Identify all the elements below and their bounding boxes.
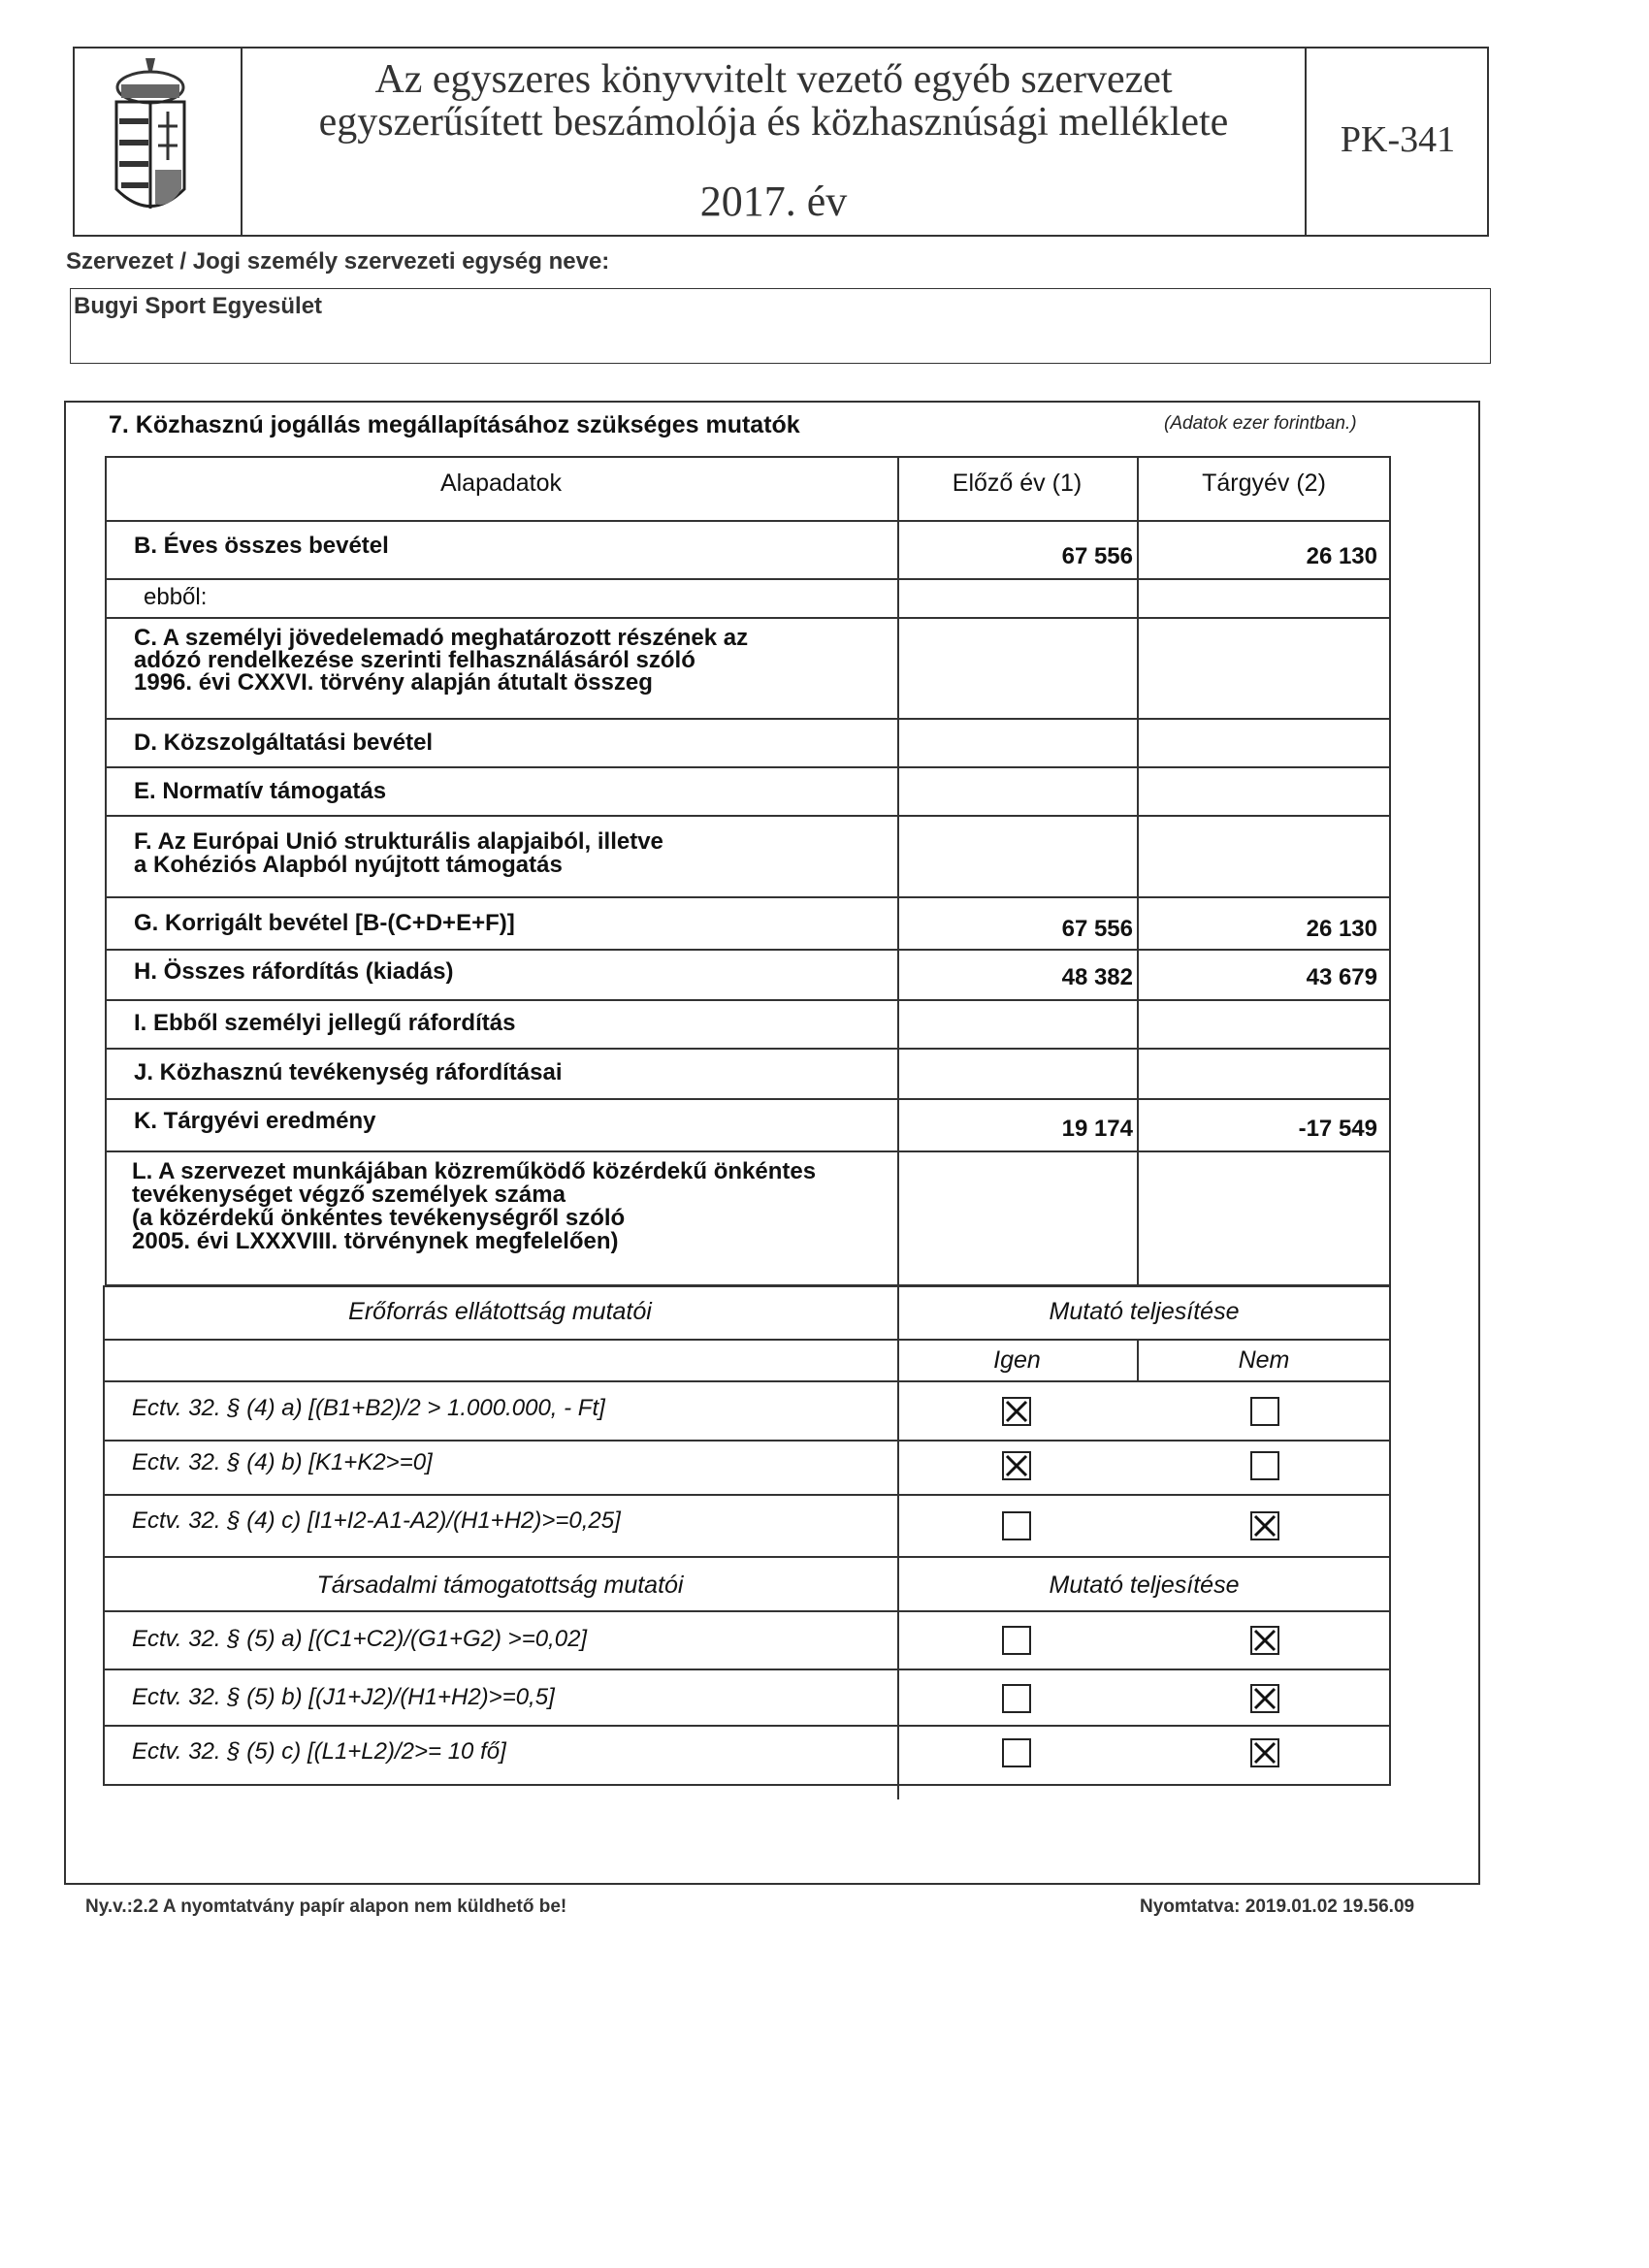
resource-a-yes-checkbox[interactable] bbox=[1002, 1397, 1031, 1426]
resource-row-b-label: Ectv. 32. § (4) b) [K1+K2>=0] bbox=[132, 1449, 433, 1475]
resource-row-c-label: Ectv. 32. § (4) c) [I1+I2-A1-A2)/(H1+H2)>=0,25] bbox=[132, 1507, 621, 1534]
social-col-title: Mutató teljesítése bbox=[1049, 1571, 1240, 1599]
section-note: (Adatok ezer forintban.) bbox=[1164, 413, 1357, 434]
row-e-label: E. Normatív támogatás bbox=[134, 778, 387, 804]
form-code: PK-341 bbox=[1340, 119, 1456, 160]
row-i-label: I. Ebből személyi jellegű ráfordítás bbox=[134, 1010, 516, 1036]
social-b-no-checkbox[interactable] bbox=[1250, 1684, 1279, 1713]
row-b-prev: 67 556 bbox=[1061, 543, 1133, 569]
form-year: 2017. év bbox=[699, 178, 848, 225]
print-timestamp: Nyomtatva: 2019.01.02 19.56.09 bbox=[1140, 1896, 1415, 1917]
row-l-label: L. A szervezet munkájában közreműködő közérdekű önkéntes tevékenységet végző személyek száma (a közérdekű önkéntes tevékenységről szóló 2005. évi LXXXVIII. törvénynek megfelelően) bbox=[132, 1158, 817, 1254]
col-header-current-year: Tárgyév (2) bbox=[1202, 470, 1326, 497]
row-g-label: G. Korrigált bevétel [B-(C+D+E+F)] bbox=[134, 910, 515, 936]
row-g-prev: 67 556 bbox=[1061, 916, 1133, 942]
col-yes-label: Igen bbox=[993, 1346, 1041, 1374]
row-b-label: B. Éves összes bevétel bbox=[134, 533, 389, 559]
org-name-label: Szervezet / Jogi személy szervezeti egység neve: bbox=[66, 248, 610, 275]
row-c-label: C. A személyi jövedelemadó meghatározott részének az adózó rendelkezése szerinti felhasználásáról szóló 1996. évi CXXVI. törvény alapján átutalt összeg bbox=[134, 625, 749, 696]
resource-b-no-checkbox[interactable] bbox=[1250, 1451, 1279, 1480]
social-row-b-label: Ectv. 32. § (5) b) [(J1+J2)/(H1+H2)>=0,5] bbox=[132, 1684, 555, 1710]
col-no-label: Nem bbox=[1238, 1346, 1290, 1374]
social-title: Társadalmi támogatottság mutatói bbox=[316, 1571, 684, 1599]
form-title-line1: Az egyszeres könyvvitelt vezető egyéb szervezet bbox=[374, 57, 1173, 102]
resource-c-yes-checkbox[interactable] bbox=[1002, 1511, 1031, 1540]
resource-b-yes-checkbox[interactable] bbox=[1002, 1451, 1031, 1480]
social-a-yes-checkbox[interactable] bbox=[1002, 1626, 1031, 1655]
row-h-prev: 48 382 bbox=[1061, 964, 1133, 990]
col-header-base: Alapadatok bbox=[439, 470, 563, 497]
section-title: 7. Közhasznú jogállás megállapításához szükséges mutatók bbox=[109, 411, 800, 438]
row-g-curr: 26 130 bbox=[1306, 916, 1377, 942]
footer-note: Ny.v.:2.2 A nyomtatvány papír alapon nem küldhető be! bbox=[85, 1896, 567, 1917]
social-row-a-label: Ectv. 32. § (5) a) [(C1+C2)/(G1+G2) >=0,02] bbox=[132, 1626, 588, 1652]
social-a-no-checkbox[interactable] bbox=[1250, 1626, 1279, 1655]
resource-c-no-checkbox[interactable] bbox=[1250, 1511, 1279, 1540]
row-f-label: F. Az Európai Unió strukturális alapjaiból, illetve a Kohéziós Alapból nyújtott támogatás bbox=[134, 828, 663, 878]
resources-title: Erőforrás ellátottság mutatói bbox=[348, 1298, 652, 1325]
social-c-yes-checkbox[interactable] bbox=[1002, 1738, 1031, 1767]
row-d-label: D. Közszolgáltatási bevétel bbox=[134, 729, 434, 756]
col-header-prev-year: Előző év (1) bbox=[952, 470, 1083, 497]
row-k-curr: -17 549 bbox=[1298, 1116, 1377, 1142]
row-k-label: K. Tárgyévi eredmény bbox=[134, 1108, 376, 1134]
row-h-curr: 43 679 bbox=[1306, 964, 1377, 990]
social-row-c-label: Ectv. 32. § (5) c) [(L1+L2)/2>= 10 fő] bbox=[132, 1738, 506, 1765]
resource-row-a-label: Ectv. 32. § (4) a) [(B1+B2)/2 > 1.000.000, - Ft] bbox=[132, 1395, 605, 1421]
row-h-label: H. Összes ráfordítás (kiadás) bbox=[134, 958, 454, 985]
row-ebbol-label: ebből: bbox=[144, 584, 208, 610]
org-name-value: Bugyi Sport Egyesület bbox=[74, 293, 323, 319]
coat-of-arms-logo bbox=[102, 53, 199, 228]
resources-col-title: Mutató teljesítése bbox=[1049, 1298, 1240, 1325]
row-b-curr: 26 130 bbox=[1306, 543, 1377, 569]
social-b-yes-checkbox[interactable] bbox=[1002, 1684, 1031, 1713]
row-k-prev: 19 174 bbox=[1061, 1116, 1133, 1142]
resource-a-no-checkbox[interactable] bbox=[1250, 1397, 1279, 1426]
social-c-no-checkbox[interactable] bbox=[1250, 1738, 1279, 1767]
row-j-label: J. Közhasznú tevékenység ráfordításai bbox=[134, 1059, 563, 1085]
form-title-line2: egyszerűsített beszámolója és közhasznúsági melléklete bbox=[318, 100, 1229, 145]
